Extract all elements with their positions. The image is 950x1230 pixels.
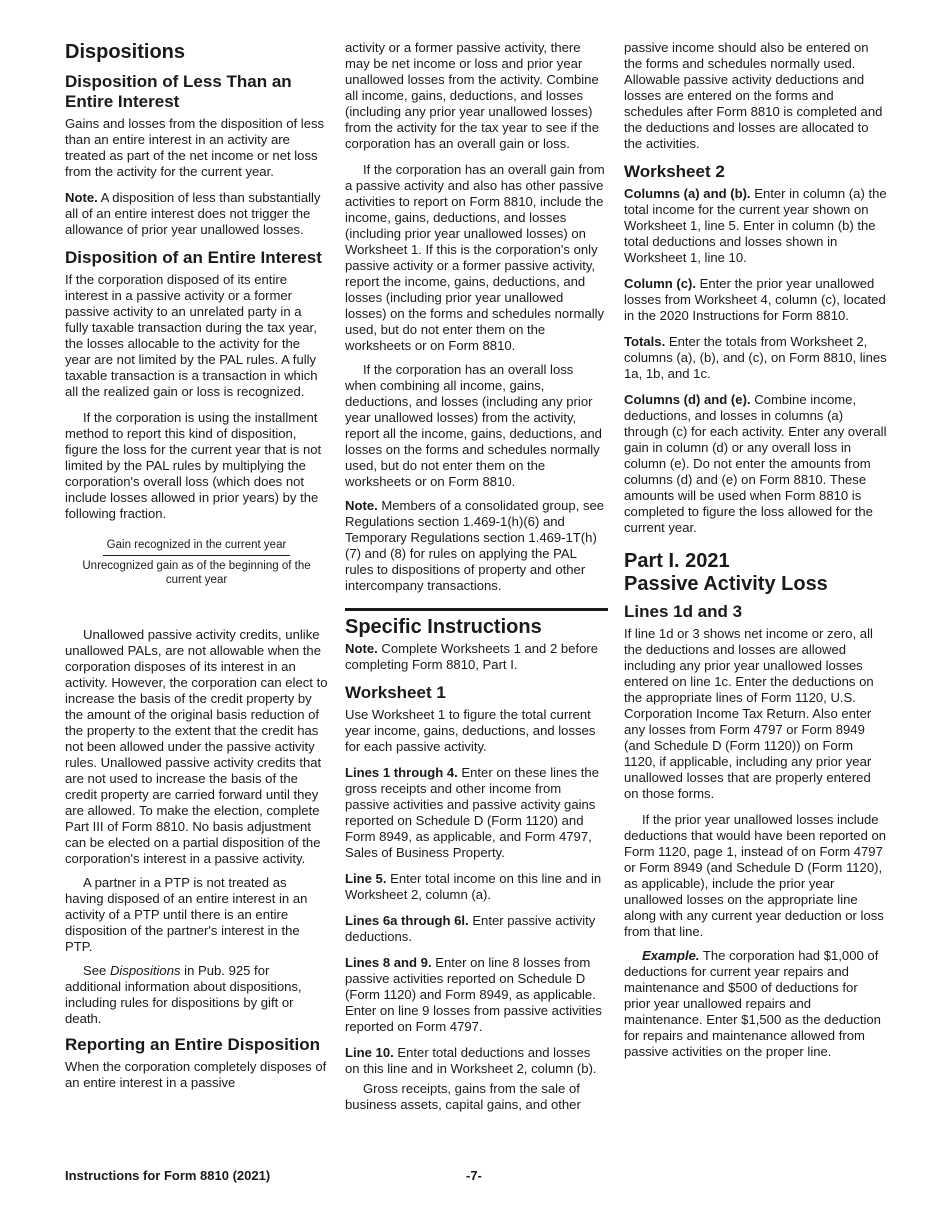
heading-worksheet-2: Worksheet 2 bbox=[624, 162, 725, 181]
note-label: Note. bbox=[65, 190, 98, 205]
line-10-paragraph bbox=[345, 1045, 608, 1077]
line-text: Enter on these lines the gross receipts and other income from passive activities and passive activity gains reported on Schedule D (Form 1120) and Form 8949, as applicable, and Form 4797, Sales of Business Property. bbox=[345, 765, 599, 860]
column-label: Column (c). bbox=[624, 276, 697, 291]
heading-lines-1d-3: Lines 1d and 3 bbox=[624, 602, 743, 621]
totals-text: Enter the totals from Worksheet 2, columns (a), (b), and (c), on Form 8810, lines 1a, 1b, and 1c. bbox=[624, 334, 887, 381]
paragraph: If the corporation has an overall loss when combining all income, gains, deductions, and losses (including any prior year unallowed losses) from the activity, report all the income, gains, deductions, and losses on the forms and schedules normally used, but do not enter them on the worksheets or on Form 8810. bbox=[345, 362, 602, 489]
totals-label: Totals. bbox=[624, 334, 666, 349]
line-label: Lines 8 and 9. bbox=[345, 955, 432, 970]
column-c-paragraph bbox=[624, 276, 887, 324]
example-label: Example. bbox=[642, 948, 700, 963]
column-text: Enter the prior year unallowed losses from Worksheet 4, column (c), located in the 2020 Instructions for Form 8810. bbox=[624, 276, 886, 323]
part-1-line: Part I. 2021 bbox=[624, 550, 730, 572]
paragraph: Gross receipts, gains from the sale of business assets, capital gains, and other bbox=[345, 1081, 581, 1112]
lines-6-paragraph bbox=[345, 913, 608, 945]
paragraph: If the prior year unallowed losses include deductions that would have been reported on Form 1120, page 1, instead of on Form 4797 or Form 8949 (and Schedule D (Form 1120), as applicable), include the prior year unallowed losses on the appropriate line along with any current year deduction or loss from that line. bbox=[624, 812, 887, 939]
footer-page-number: -7- bbox=[466, 1168, 482, 1183]
heading-dispositions: Dispositions bbox=[65, 41, 186, 63]
paragraph: If the corporation disposed of its entire interest in a passive activity or a former passive activity to an unrelated party in a fully taxable transaction during the tax year, the losses allocable to the activity for the year are not limited by the PAL rules. A fully taxable transaction is a transaction in which all the realized gain or loss is recognized. bbox=[65, 272, 318, 399]
see-text: in Pub. 925 for additional information about dispositions, including rules for dispositions by gift or death. bbox=[65, 963, 302, 1026]
fraction-denominator: Unrecognized gain as of the beginning of the current year bbox=[82, 560, 311, 586]
heading-specific-instructions: Specific Instructions bbox=[345, 608, 608, 639]
heading-reporting: Reporting an Entire Disposition bbox=[65, 1035, 321, 1054]
column-label: Columns (d) and (e). bbox=[624, 392, 751, 407]
see-text: See bbox=[83, 963, 110, 978]
note-paragraph bbox=[65, 190, 328, 238]
column-text: Combine income, deductions, and losses in columns (a) through (c) for each activity. Enter any overall gain in column (d) or any overall loss in column (e). Do not enter the amounts from columns (d) and (e) on Form 8810. These amounts will be used when Form 8810 is completed to figure the loss allowed for the current year. bbox=[624, 392, 887, 535]
columns-d-e-paragraph bbox=[624, 392, 887, 536]
totals-paragraph bbox=[624, 334, 887, 382]
heading-worksheet-1: Worksheet 1 bbox=[345, 683, 446, 702]
line-label: Line 10. bbox=[345, 1045, 394, 1060]
line-text: Enter total deductions and losses on this line and in Worksheet 2, column (b). bbox=[345, 1045, 597, 1076]
line-text: Enter passive activity deductions. bbox=[345, 913, 596, 944]
heading-disposition-less: Disposition of Less Than an Entire Interest bbox=[65, 72, 292, 111]
line-label: Line 5. bbox=[345, 871, 387, 886]
note-paragraph bbox=[345, 498, 608, 594]
line-text: Enter on line 8 losses from passive activities reported on Schedule D (Form 1120) and Form 8949, as applicable. Enter on line 9 losses from passive activities reported on Form 4797. bbox=[345, 955, 602, 1034]
see-paragraph bbox=[65, 963, 328, 1027]
lines-8-9-paragraph bbox=[345, 955, 608, 1035]
note-label: Note. bbox=[345, 641, 378, 656]
footer-form-title: Instructions for Form 8810 (2021) bbox=[65, 1168, 271, 1183]
paragraph: Use Worksheet 1 to figure the total current year income, gains, deductions, and losses for each passive activity. bbox=[345, 707, 596, 754]
example-text: The corporation had $1,000 of deductions for current year repairs and maintenance and $500 of deductions for prior year unallowed repairs and maintenance. Enter $1,500 as the deduction for repairs and maintenance allowed from passive activities on the proper line. bbox=[624, 948, 881, 1059]
paragraph: When the corporation completely disposes of an entire interest in a passive bbox=[65, 1059, 327, 1090]
heading-disposition-entire: Disposition of an Entire Interest bbox=[65, 248, 322, 267]
line-5-paragraph bbox=[345, 871, 608, 903]
columns-a-b-paragraph bbox=[624, 186, 887, 266]
heading-part-1 bbox=[624, 550, 887, 596]
part-1-line: Passive Activity Loss bbox=[624, 573, 828, 595]
note-text: Members of a consolidated group, see Regulations section 1.469-1(h)(6) and Temporary Regulations section 1.469-1T(h)(7) and (8) for rules on applying the PAL rules to dispositions of property and other intercompany transactions. bbox=[345, 498, 605, 593]
example-paragraph bbox=[624, 948, 887, 1060]
line-text: Enter total income on this line and in Worksheet 2, column (a). bbox=[345, 871, 602, 902]
paragraph: passive income should also be entered on the forms and schedules normally used. Allowable passive activity deductions and losses are entered on the forms and schedules after Form 8810 is completed and the deductions and losses are allocated to the activities. bbox=[624, 40, 883, 151]
paragraph: A partner in a PTP is not treated as having disposed of an entire interest in an activity of a PTP until there is an entire disposition of the partner's interest in the PTP. bbox=[65, 875, 308, 954]
column-3 bbox=[624, 40, 887, 1068]
see-italic: Dispositions bbox=[109, 963, 181, 978]
line-label: Lines 6a through 6l. bbox=[345, 913, 469, 928]
fraction-numerator: Gain recognized in the current year bbox=[103, 538, 291, 556]
paragraph: If line 1d or 3 shows net income or zero, all the deductions and losses are allowed including any prior year unallowed losses entered on line 1c. Enter the deductions on the appropriate lines of Form 1120, U.S. Corporation Income Tax Return. Also enter any losses from Form 4797 or Form 8949 (and Schedule D (Form 1120)) on Form 1120, if applicable, including any prior year unallowed losses that are properly entered on those forms. bbox=[624, 626, 874, 801]
note-text: A disposition of less than substantially all of an entire interest does not trigger the allowance of prior year unallowed losses. bbox=[65, 190, 321, 237]
column-label: Columns (a) and (b). bbox=[624, 186, 751, 201]
paragraph: Unallowed passive activity credits, unlike unallowed PALs, are not allowable when the corporation disposes of its interest in an activity. However, the corporation can elect to increase the basis of the credit property by the amount of the original basis reduction of the property to the extent that the credit has not been allowed under the passive activity rules. Unallowed passive activity credits that are not used to increase the basis of the credit property are carried forward until they are allowed. To make the election, complete Part III of Form 8810. No basis adjustment can be elected on a partial disposition of the corporation's interest in a passive activity. bbox=[65, 627, 328, 866]
note-text: Complete Worksheets 1 and 2 before completing Form 8810, Part I. bbox=[345, 641, 599, 672]
note-label: Note. bbox=[345, 498, 378, 513]
column-1 bbox=[65, 40, 328, 1101]
line-label: Lines 1 through 4. bbox=[345, 765, 458, 780]
note-paragraph bbox=[345, 641, 608, 673]
paragraph: If the corporation is using the installment method to report this kind of disposition, figure the loss for the current year that is not limited by the PAL rules by multiplying the corporation's overall loss (which does not include losses allowed in prior years) by the following fraction. bbox=[65, 410, 322, 521]
lines-1-4-paragraph bbox=[345, 765, 608, 861]
paragraph: If the corporation has an overall gain from a passive activity and also has other passive activities to report on Form 8810, include the income, gains, deductions, and losses (including prior year unallowed losses) on Worksheet 1. If this is the corporation's only passive activity or a former passive activity, report the income, gains, deductions, and losses (including prior year unallowed losses) on the forms and schedules normally used, but do not enter them on the worksheets or on Form 8810. bbox=[345, 162, 605, 353]
fraction bbox=[65, 538, 328, 587]
column-text: Enter in column (a) the total income for the current year shown on Worksheet 1, line 5. Enter in column (b) the total deductions and losses shown in Worksheet 1, line 10. bbox=[624, 186, 887, 265]
paragraph: activity or a former passive activity, there may be net income or loss and prior year unallowed losses from the activity. Combine all income, gains, deductions, and losses (including any prior year unallowed losses) from the activity for the tax year to see if the corporation has an overall gain or loss. bbox=[345, 40, 599, 151]
column-2 bbox=[345, 40, 608, 1121]
paragraph: Gains and losses from the disposition of less than an entire interest in an activity are treated as part of the net income or net loss from the activity for the current year. bbox=[65, 116, 325, 179]
